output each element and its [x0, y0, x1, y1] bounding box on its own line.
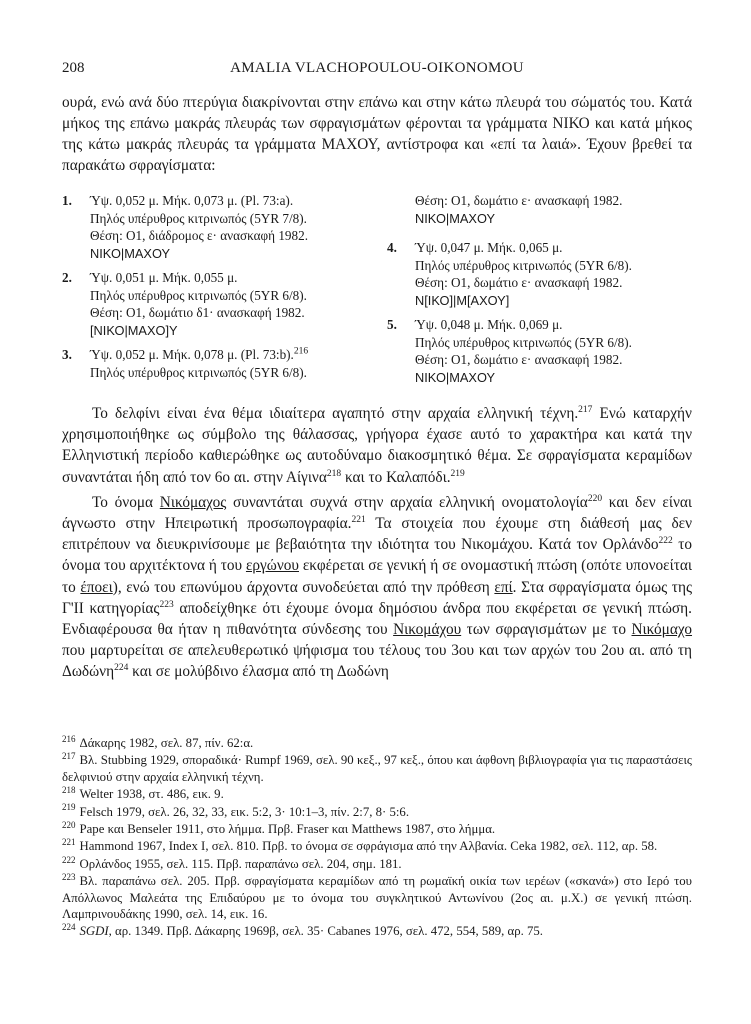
footnote-text: Ορλάνδος 1955, σελ. 115. Πρβ. παραπάνω σελ. 204, σημ. 181.: [79, 856, 402, 871]
entry-inscription: [ΝΙΚΟ|ΜΑΧΟ]Υ: [90, 322, 178, 338]
entry-number: 2.: [62, 270, 72, 285]
footnotes: [62, 735, 692, 941]
underlined-term: Νικομάχου: [393, 621, 462, 639]
footnote-ref[interactable]: 224: [114, 663, 129, 674]
entry-inscription: ΝΙΚΟ|ΜΑΧΟΥ: [415, 369, 496, 385]
entry-inscription: ΝΙΚΟ|ΜΑΧΟΥ: [90, 245, 171, 261]
footnote-text: , αρ. 1349. Πρβ. Δάκαρης 1969β, σελ. 35· Cabanes 1976, σελ. 472, 554, 589, αρ. 75.: [108, 924, 544, 939]
text-run: αποδείχθηκε ότι έχουμε όνομα δημόσιου άνδρα που εκφέρεται σε γενική πτώση. Ενδιαφέρουσα θα ήταν η πιθανότητα σύνδεσης του: [62, 599, 693, 639]
body-text: [62, 403, 692, 687]
footnote-number: 223: [62, 871, 76, 882]
footnote-ref[interactable]: 220: [587, 493, 603, 504]
footnote-text: Hammond 1967, Index I, σελ. 810. Πρβ. το όνομα σε σφράγισμα από την Αλβανία. Ceka 1982, σελ. 112, αρ. 58.: [79, 839, 658, 854]
footnote-217: [62, 752, 692, 785]
footnote-224: [62, 923, 692, 939]
text-run: ), ενώ του επωνύμου άρχοντα συνοδεύεται από την πρόθεση: [112, 578, 495, 596]
underlined-term: Νικόμαχο: [631, 621, 693, 639]
entry-clay: Πηλός υπέρυθρος κιτρινωπός (5YR 6/8).: [90, 287, 307, 303]
underlined-term: Νικόμαχος: [159, 493, 227, 511]
catalogue-entry-3: [62, 346, 362, 381]
footnote-number: 216: [62, 733, 76, 744]
footnote-text: Βλ. Stubbing 1929, σποραδικά· Rumpf 1969, σελ. 90 κεξ., 97 κεξ., όπου και άφθονη βιβλιογραφία για τις παραστάσεις δελφινιού στην αρχαία ελληνική τέχνη.: [62, 753, 692, 784]
text-run: Ενώ καταρχήν χρησιμοποιήθηκε ως σύμβολο της θάλασσας, γρήγορα έχασε αυτό το χαρακτήρα και κατά την Ελληνιστική περίοδο καθιερώθηκε ως αυτοδύναμο διακοσμητικό θέμα. Σε σφραγίσματα κεραμίδων συναντάται ήδη από τον 6ο αι. στην Αίγινα: [62, 405, 692, 486]
text-run: Το δελφίνι είναι ένα θέμα ιδιαίτερα αγαπητό στην αρχαία ελληνική τέχνη.: [92, 405, 579, 422]
catalogue-entry-5: [387, 316, 692, 386]
footnote-ref[interactable]: 219: [450, 468, 465, 479]
catalogue-entry-1: [62, 192, 362, 262]
entry-clay: Πηλός υπέρυθρος κιτρινωπός (5YR 6/8).: [90, 364, 307, 380]
running-head: AMALIA VLACHOPOULOU-OIKONOMOU: [230, 60, 524, 76]
text-run: και σε μολύβδινο έλασμα από τη Δωδώνη: [128, 663, 389, 681]
entry-clay: Πηλός υπέρυθρος κιτρινωπός (5YR 6/8).: [415, 334, 632, 350]
footnote-number: 218: [62, 784, 76, 795]
footnote-text: Δάκαρης 1982, σελ. 87, πίν. 62:α.: [79, 736, 254, 750]
text-run: των σφραγισμάτων με το: [461, 621, 632, 639]
text-run: που μαρτυρείται σε απελευθερωτικό ψήφισμα του τέλους του 3ου και των αρχών του 2ου αι. από τη Δωδώνη: [62, 642, 692, 681]
footnote-ref[interactable]: 223: [159, 599, 174, 610]
catalogue-column-right: [387, 192, 692, 393]
footnote-text: Welter 1938, στ. 486, εικ. 9.: [79, 787, 224, 802]
footnote-source-abbrev: SGDI: [79, 924, 109, 939]
footnote-number: 220: [62, 819, 76, 830]
underlined-term: επί: [494, 578, 513, 596]
entry-findspot: Θέση: Ο1, δωμάτιο ε· ανασκαφή 1982.: [415, 193, 623, 208]
footnote-ref[interactable]: 222: [658, 536, 673, 547]
footnote-218: [62, 786, 692, 802]
text-run: το όνομα του αρχιτέκτονα ή του: [62, 536, 693, 575]
footnote-text: Βλ. παραπάνω σελ. 205. Πρβ. σφραγίσματα κεραμίδων από τη ρωμαϊκή οικία των ιερέων («σκανά») στο Ιερό του Απόλλωνος Μαλεάτα της Επιδαύρου με το όνομα του συγκλητικού Αντωνίνου (2ος αι. μ.Χ.) σε γενική πτώση. Λαμπρινουδάκης 1990, σελ. 14, εικ. 16.: [62, 874, 692, 922]
footnote-text: Pape και Benseler 1911, στο λήμμα. Πρβ. Fraser και Matthews 1987, στο λήμμα.: [79, 822, 496, 837]
footnote-223: [62, 873, 692, 922]
entry-findspot: Θέση: Ο1, δωμάτιο ε· ανασκαφή 1982.: [415, 352, 623, 367]
footnote-222: [62, 856, 692, 872]
footnote-ref[interactable]: 221: [351, 514, 366, 525]
footnote-number: 219: [62, 802, 76, 813]
footnote-number: 222: [62, 854, 76, 865]
footnote-216: [62, 735, 692, 751]
text-run: Τα στοιχεία που έχουμε στη διάθεσή μας δεν επιτρέπουν να διευκρινίσουμε με βεβαιότητα την ιδιότητα του Νικομάχου. Κατά τον Ορλάνδο: [62, 515, 692, 554]
text-run: συναντάται συχνά στην αρχαία ελληνική ονοματολογία: [226, 493, 588, 511]
entry-number: 1.: [62, 193, 72, 208]
page-header: [62, 60, 692, 80]
entry-dimensions: Ύψ. 0,047 μ. Μήκ. 0,065 μ.: [415, 240, 563, 255]
underlined-term: έποει: [80, 578, 113, 596]
entry-inscription: Ν[ΙΚΟ]|Μ[ΑΧΟΥ]: [415, 292, 510, 308]
footnote-number: 217: [62, 751, 76, 762]
catalogue-entry-3-continued: [387, 192, 692, 227]
catalogue-column-left: [62, 192, 362, 388]
text-run: και το Καλαπόδι.: [341, 468, 451, 486]
footnote-ref[interactable]: 217: [578, 404, 593, 415]
entry-number: 4.: [387, 240, 397, 255]
footnote-ref[interactable]: 218: [326, 468, 342, 479]
entry-dimensions: Ύψ. 0,052 μ. Μήκ. 0,073 μ. (Pl. 73:a).: [90, 193, 294, 208]
entry-findspot: Θέση: Ο1, δωμάτιο ε· ανασκαφή 1982.: [415, 275, 623, 290]
catalogue-entry-2: [62, 269, 362, 339]
seal-catalogue: [62, 192, 692, 385]
text-run: Το όνομα: [92, 493, 160, 511]
text-run: . Στα σφραγίσματα όμως της Γ'ΙΙ κατηγορίας: [62, 578, 693, 617]
footnote-219: [62, 804, 692, 820]
paragraph-nikomachos: [62, 492, 692, 683]
footnote-ref[interactable]: 216: [293, 346, 309, 357]
entry-dimensions: [90, 346, 362, 364]
underlined-term: εργώνου: [245, 557, 299, 575]
catalogue-entry-4: [387, 239, 692, 309]
footnote-number: 221: [62, 837, 76, 848]
entry-clay: Πηλός υπέρυθρος κιτρινωπός (5YR 7/8).: [90, 210, 307, 226]
footnote-221: [62, 838, 692, 854]
footnote-number: 224: [62, 922, 76, 933]
entry-findspot: Θέση: Ο1, διάδρομος ε· ανασκαφή 1982.: [90, 228, 309, 243]
intro-paragraph: ουρά, ενώ ανά δύο πτερύγια διακρίνονται στην επάνω και στην κάτω πλευρά του σώματός του. Κατά μήκος της επάνω μακράς πλευράς των σφραγισμάτων φέρονται τα γράμματα ΝΙΚΟ και κατά μήκος της κάτω μακράς πλευράς τα γράμματα ΜΑΧΟΥ, αντίστροφα και «επί τα λαιά». Έχουν βρεθεί τα παρακάτω σφραγίσματα:: [62, 94, 692, 174]
entry-clay: Πηλός υπέρυθρος κιτρινωπός (5YR 6/8).: [415, 257, 632, 273]
entry-dimensions: Ύψ. 0,048 μ. Μήκ. 0,069 μ.: [415, 317, 563, 332]
text-run: και δεν είναι άγνωστο στην Ηπειρωτική προσωπογραφία.: [62, 493, 693, 533]
page-number: 208: [62, 60, 85, 76]
entry-findspot: Θέση: Ο1, δωμάτιο δ1· ανασκαφή 1982.: [90, 305, 305, 320]
entry-number: 3.: [62, 347, 72, 362]
entry-dimensions: Ύψ. 0,051 μ. Μήκ. 0,055 μ.: [90, 270, 238, 285]
entry-dimensions-text: Ύψ. 0,052 μ. Μήκ. 0,078 μ. (Pl. 73:b).: [90, 347, 294, 362]
text-run: εκφέρεται σε γενική ή σε ονομαστική πτώση (οπότε υπονοείται το: [62, 557, 692, 596]
footnote-220: [62, 821, 692, 837]
footnote-text: Felsch 1979, σελ. 26, 32, 33, εικ. 5:2, 3· 10:1–3, πίν. 2:7, 8· 5:6.: [79, 804, 410, 819]
paragraph-dolphin: [62, 403, 692, 488]
entry-inscription: ΝΙΚΟ|ΜΑΧΟΥ: [415, 210, 496, 226]
entry-number: 5.: [387, 317, 397, 332]
